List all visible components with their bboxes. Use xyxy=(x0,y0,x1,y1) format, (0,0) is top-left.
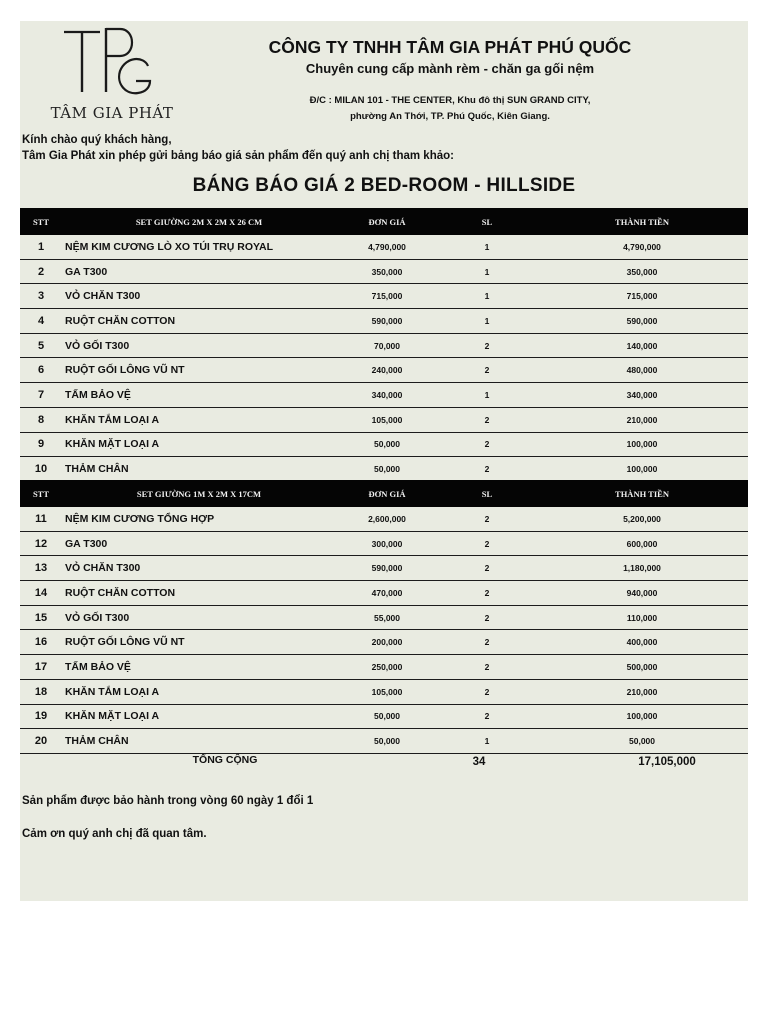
item-name: TẤM BẢO VỆ xyxy=(62,655,336,680)
item-name: RUỘT GỐI LÔNG VŨ NT xyxy=(62,358,336,383)
table-row xyxy=(20,655,748,680)
unit-price: 50,000 xyxy=(336,704,438,729)
row-number: 20 xyxy=(20,729,62,754)
row-number: 2 xyxy=(20,259,62,284)
item-name: RUỘT CHĂN COTTON xyxy=(62,581,336,606)
unit-price: 2,600,000 xyxy=(336,507,438,531)
item-name: NỆM KIM CƯƠNG LÒ XO TÚI TRỤ ROYAL xyxy=(62,235,336,259)
table-row xyxy=(20,531,748,556)
unit-price: 590,000 xyxy=(336,309,438,334)
quantity: 1 xyxy=(438,729,536,754)
row-number: 12 xyxy=(20,531,62,556)
item-name: VỎ CHĂN T300 xyxy=(62,556,336,581)
item-name: THẢM CHÂN xyxy=(62,729,336,754)
unit-price: 4,790,000 xyxy=(336,235,438,259)
greeting-line-1: Kính chào quý khách hàng, xyxy=(22,134,172,146)
line-total: 100,000 xyxy=(536,457,748,482)
item-name: RUỘT CHĂN COTTON xyxy=(62,309,336,334)
table-row xyxy=(20,581,748,606)
quantity: 1 xyxy=(438,284,536,309)
unit-price: 55,000 xyxy=(336,605,438,630)
quantity: 2 xyxy=(438,704,536,729)
row-number: 9 xyxy=(20,432,62,457)
unit-price: 250,000 xyxy=(336,655,438,680)
unit-price: 105,000 xyxy=(336,407,438,432)
quantity: 2 xyxy=(438,333,536,358)
item-name: VỎ GỐI T300 xyxy=(62,333,336,358)
row-number: 15 xyxy=(20,605,62,630)
header-unit-price: ĐƠN GIÁ xyxy=(336,480,438,507)
table-row xyxy=(20,507,748,531)
unit-price: 590,000 xyxy=(336,556,438,581)
line-total: 110,000 xyxy=(536,605,748,630)
row-number: 18 xyxy=(20,679,62,704)
line-total: 210,000 xyxy=(536,407,748,432)
table-row xyxy=(20,704,748,729)
quantity: 2 xyxy=(438,432,536,457)
unit-price: 50,000 xyxy=(336,432,438,457)
quantity: 2 xyxy=(438,679,536,704)
logo-brand-text: TÂM GIA PHÁT xyxy=(50,104,174,122)
quantity: 2 xyxy=(438,407,536,432)
item-name: KHĂN MẶT LOẠI A xyxy=(62,432,336,457)
line-total: 100,000 xyxy=(536,704,748,729)
table-row xyxy=(20,556,748,581)
unit-price: 200,000 xyxy=(336,630,438,655)
tpg-monogram-icon xyxy=(60,26,160,96)
quantity: 2 xyxy=(438,531,536,556)
item-name: NỆM KIM CƯƠNG TỔNG HỢP xyxy=(62,507,336,531)
line-total: 600,000 xyxy=(536,531,748,556)
quantity: 2 xyxy=(438,507,536,531)
quantity: 1 xyxy=(438,309,536,334)
table-row xyxy=(20,605,748,630)
quantity: 1 xyxy=(438,235,536,259)
company-name: CÔNG TY TNHH TÂM GIA PHÁT PHÚ QUỐC xyxy=(268,37,632,57)
item-name: GA T300 xyxy=(62,531,336,556)
quantity: 1 xyxy=(438,259,536,284)
company-logo xyxy=(36,26,188,126)
unit-price: 470,000 xyxy=(336,581,438,606)
item-name: TẤM BẢO VỆ xyxy=(62,383,336,408)
row-number: 14 xyxy=(20,581,62,606)
unit-price: 300,000 xyxy=(336,531,438,556)
warranty-note: Sản phẩm được bảo hành trong vòng 60 ngày 1 đổi 1 xyxy=(22,795,314,807)
table-row xyxy=(20,729,748,754)
line-total: 4,790,000 xyxy=(536,235,748,259)
line-total: 480,000 xyxy=(536,358,748,383)
address-line-1: Đ/C : MILAN 101 - THE CENTER, Khu đô thị SUN GRAND CITY, xyxy=(309,95,591,106)
unit-price: 715,000 xyxy=(336,284,438,309)
header-quantity: SL xyxy=(438,208,536,235)
price-table-section-1 xyxy=(20,208,748,482)
table-row xyxy=(20,432,748,457)
line-total: 210,000 xyxy=(536,679,748,704)
header-line-total: THÀNH TIỀN xyxy=(536,480,748,507)
row-number: 11 xyxy=(20,507,62,531)
line-total: 140,000 xyxy=(536,333,748,358)
header-set: SET GIƯỜNG 1M X 2M X 17CM xyxy=(62,480,336,507)
table-row xyxy=(20,309,748,334)
row-number: 10 xyxy=(20,457,62,482)
company-tagline: Chuyên cung cấp mành rèm - chăn ga gối nệm xyxy=(305,61,595,76)
row-number: 3 xyxy=(20,284,62,309)
item-name: RUỘT GỐI LÔNG VŨ NT xyxy=(62,630,336,655)
header-stt: STT xyxy=(20,208,62,235)
table-row xyxy=(20,457,748,482)
table-row xyxy=(20,407,748,432)
header-stt: STT xyxy=(20,480,62,507)
line-total: 940,000 xyxy=(536,581,748,606)
item-name: GA T300 xyxy=(62,259,336,284)
table-header-row xyxy=(20,208,748,235)
line-total: 100,000 xyxy=(536,432,748,457)
quantity: 2 xyxy=(438,630,536,655)
quantity: 2 xyxy=(438,581,536,606)
item-name: VỎ GỐI T300 xyxy=(62,605,336,630)
quantity: 2 xyxy=(438,457,536,482)
quantity: 1 xyxy=(438,383,536,408)
quantity: 2 xyxy=(438,358,536,383)
line-total: 715,000 xyxy=(536,284,748,309)
row-number: 7 xyxy=(20,383,62,408)
thank-you-note: Cảm ơn quý anh chị đã quan tâm. xyxy=(22,828,207,840)
header-unit-price: ĐƠN GIÁ xyxy=(336,208,438,235)
table-row xyxy=(20,383,748,408)
line-total: 500,000 xyxy=(536,655,748,680)
item-name: KHĂN TẮM LOẠI A xyxy=(62,407,336,432)
header-quantity: SL xyxy=(438,480,536,507)
header-set: SET GIƯỜNG 2M X 2M X 26 CM xyxy=(62,208,336,235)
row-number: 1 xyxy=(20,235,62,259)
table-row xyxy=(20,235,748,259)
row-number: 5 xyxy=(20,333,62,358)
quotation-title: BÁNG BÁO GIÁ 2 BED-ROOM - HILLSIDE xyxy=(192,175,576,196)
row-number: 8 xyxy=(20,407,62,432)
row-number: 19 xyxy=(20,704,62,729)
table-header-row xyxy=(20,480,748,507)
item-name: KHĂN MẶT LOẠI A xyxy=(62,704,336,729)
header-line-total: THÀNH TIỀN xyxy=(536,208,748,235)
address-line-2: phường An Thới, TP. Phú Quốc, Kiên Giang. xyxy=(350,111,550,122)
item-name: THẢM CHÂN xyxy=(62,457,336,482)
line-total: 350,000 xyxy=(536,259,748,284)
line-total: 50,000 xyxy=(536,729,748,754)
quantity: 2 xyxy=(438,655,536,680)
table-row xyxy=(20,284,748,309)
unit-price: 50,000 xyxy=(336,729,438,754)
table-row xyxy=(20,259,748,284)
line-total: 400,000 xyxy=(536,630,748,655)
row-number: 13 xyxy=(20,556,62,581)
table-row xyxy=(20,358,748,383)
quantity: 2 xyxy=(438,556,536,581)
row-number: 17 xyxy=(20,655,62,680)
line-total: 1,180,000 xyxy=(536,556,748,581)
unit-price: 340,000 xyxy=(336,383,438,408)
grand-total-quantity: 34 xyxy=(472,756,486,768)
line-total: 340,000 xyxy=(536,383,748,408)
table-row xyxy=(20,630,748,655)
quantity: 2 xyxy=(438,605,536,630)
item-name: KHĂN TẮM LOẠI A xyxy=(62,679,336,704)
table-row xyxy=(20,679,748,704)
price-table-section-2 xyxy=(20,480,748,754)
unit-price: 50,000 xyxy=(336,457,438,482)
unit-price: 350,000 xyxy=(336,259,438,284)
unit-price: 240,000 xyxy=(336,358,438,383)
row-number: 6 xyxy=(20,358,62,383)
unit-price: 105,000 xyxy=(336,679,438,704)
grand-total-label: TỔNG CỘNG xyxy=(192,754,258,766)
line-total: 590,000 xyxy=(536,309,748,334)
item-name: VỎ CHĂN T300 xyxy=(62,284,336,309)
row-number: 4 xyxy=(20,309,62,334)
grand-total-amount: 17,105,000 xyxy=(638,756,696,768)
row-number: 16 xyxy=(20,630,62,655)
line-total: 5,200,000 xyxy=(536,507,748,531)
table-row xyxy=(20,333,748,358)
unit-price: 70,000 xyxy=(336,333,438,358)
greeting-line-2: Tâm Gia Phát xin phép gửi bảng báo giá sản phẩm đến quý anh chị tham khảo: xyxy=(22,150,454,162)
